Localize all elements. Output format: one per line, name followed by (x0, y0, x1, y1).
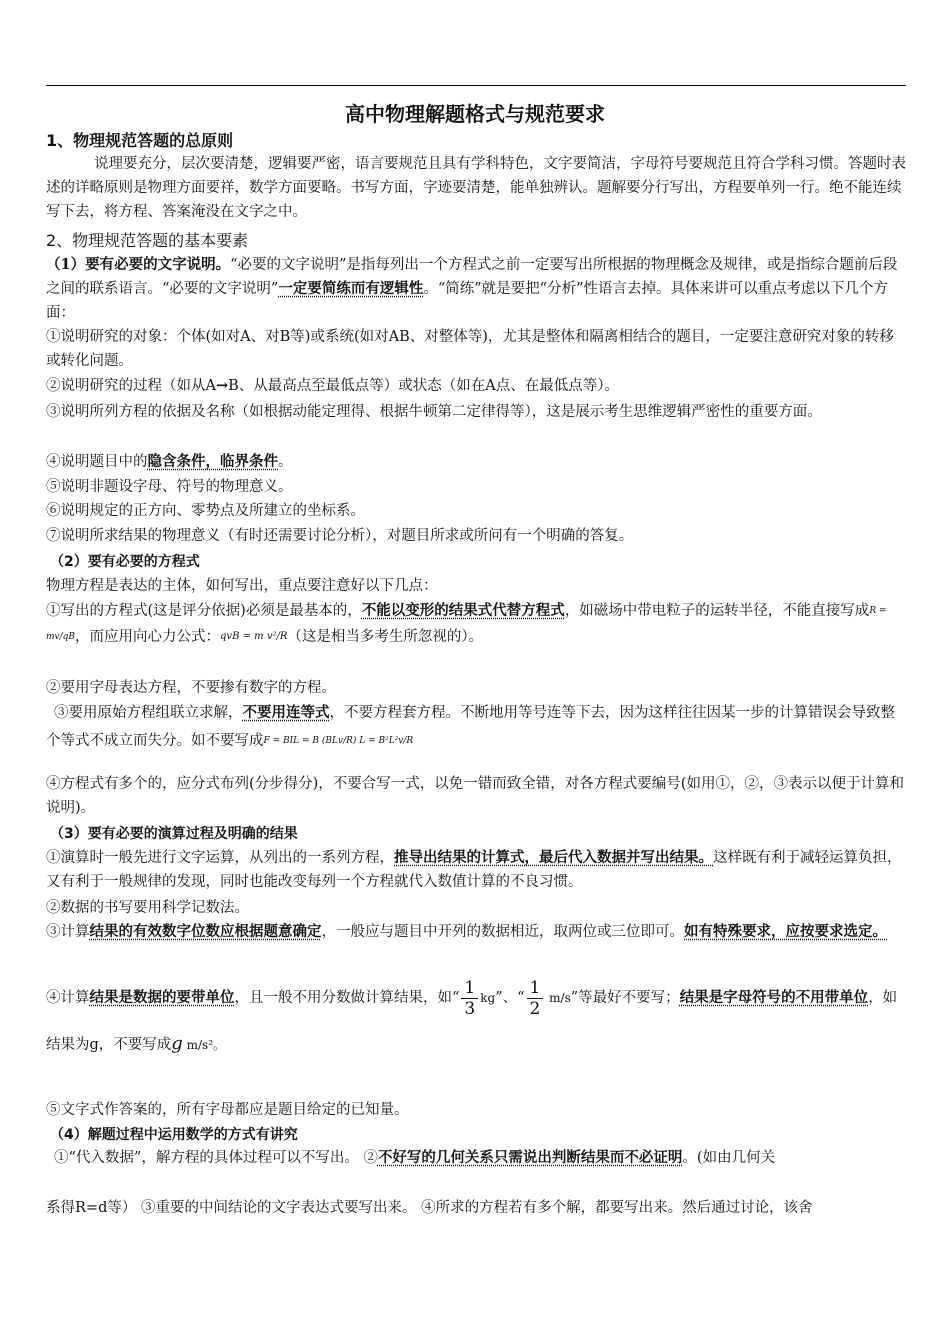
item-3: ③说明所列方程的依据及名称（如根据动能定理得、根据牛顿第二定律得等），这是展示考生思维逻辑严密性的重要方面。 (46, 404, 822, 420)
page-title: 高中物理解题格式与规范要求 (345, 102, 605, 126)
result-rule-2: ②数据的书写要用科学记数法。 (46, 900, 249, 916)
part-2-intro: 物理方程是表达的主体，如何写出，重点要注意好以下几点： (46, 578, 438, 594)
part-1-heading: （1）要有必要的文字说明。 (46, 256, 231, 273)
res-1-emphasis: 推导出结果的计算式，最后代入数据并写出结果。 (394, 849, 713, 866)
part-2-heading: （2）要有必要的方程式 (50, 554, 200, 570)
equation-rule-1 (46, 598, 906, 650)
fraction-2-denominator: 2 (529, 998, 541, 1019)
section-1-paragraph: 说理要充分，层次要清楚，逻辑要严密，语言要规范且具有学科特色，文字要简洁，字母符号要规范且符合学科习惯。答题时表述的详略原则是物理方面要祥，数学方面要略。书写方面，字迹要清楚，能单独辨认。题解要分行写出，方程要单列一行。绝不能连续写下去，将方程、答案淹没在文字之中。 (46, 156, 906, 220)
res-4-emphasis: 结果是数据的要带单位 (89, 989, 235, 1006)
result-rule-5: ⑤文字式作答案的，所有字母都应是题目给定的已知量。 (46, 1102, 409, 1118)
fraction-1-denominator: 3 (464, 998, 476, 1019)
symbol-g: g (171, 1033, 183, 1054)
math-1-emphasis: 不好写的几何关系只需说出判断结果而不必证明 (377, 1149, 683, 1166)
part-4-heading: （4）解题过程中运用数学的方式有讲究 (50, 1127, 298, 1143)
equation-rule-3 (46, 699, 906, 755)
result-rule-3 (46, 920, 906, 944)
item-6: ⑥说明规定的正方向、零势点及所建立的坐标系。 (46, 503, 365, 519)
eq-1-text-d: ，而应用向心力公式： (75, 629, 221, 645)
res-4-text-d: ”、“ (495, 990, 525, 1006)
formula-radius: R = mv/qB (46, 606, 887, 642)
item-2-text-b: B、从最高点至最低点等）或状态（如在A点、在最低点等）。 (228, 378, 620, 394)
eq-1-text-e: （这是相当多考生所忽视的）。 (287, 629, 484, 645)
part-1-emphasis: 一定要简练而有逻辑性 (278, 280, 424, 297)
unit-m-per-s2: m/s²。 (182, 1038, 226, 1052)
res-3-text-a: ③计算 (46, 924, 90, 940)
unit-kg: kg (480, 991, 496, 1005)
item-2-text-a: ②说明研究的过程（如从A (46, 378, 216, 394)
eq-1-text-a: ①写出的方程式(这是评分依据)必须是最基本的， (46, 603, 362, 619)
equation-rule-2: ②要用字母表达方程，不要掺有数字的方程。 (46, 680, 336, 696)
item-4-text-a: ④说明题目中的 (46, 454, 148, 470)
fraction-one-third (461, 978, 478, 1019)
res-4-emphasis-2: 结果是字母符号的不用带单位 (679, 989, 869, 1006)
item-7: ⑦说明所求结果的物理意义（有时还需要讨论分析），对题目所求或所问有一个明确的答复。 (46, 528, 634, 544)
fraction-one-half (527, 978, 544, 1019)
part-1-text-a: “必要的文字说明”是指每列出一个方程式之前一定要写出所根据的物理概念及规律，或是指综合题前后段之间的联系语言。“必要的文字说明” (46, 257, 898, 297)
fraction-1-numerator: 1 (461, 978, 478, 999)
res-4-text-g: ，如结果为g，不要写成 (46, 990, 898, 1053)
math-rule-line-1 (46, 1146, 906, 1170)
eq-3-emphasis: 不要用连等式 (242, 704, 330, 721)
eq-3-text-c: ，不要方程套方程。不断地用等号连等下去，因为这样往往因某一步的计算错误会导致整个等式不成立而失分。如不要写成 (46, 705, 895, 749)
fraction-2-numerator: 1 (527, 978, 544, 999)
item-4-text-c: 。 (278, 454, 293, 470)
header-rule (46, 85, 906, 86)
math-rule-line-2: 系得R=d等） ③重要的中间结论的文字表达式要写出来。 ④所求的方程若有多个解，都要写出来。然后通过讨论，该舍 (46, 1200, 813, 1216)
math-1-text-a: ①“代入数据”，解方程的具体过程可以不写出。 ② (54, 1150, 378, 1166)
item-2 (46, 374, 906, 398)
item-4-emphasis: 隐含条件，临界条件 (147, 453, 278, 470)
res-3-text-c: ，一般应与题目中开列的数据相近，取两位或三位即可。 (321, 924, 684, 940)
part-3-heading: （3）要有必要的演算过程及明确的结果 (50, 826, 298, 842)
math-1-text-c: 。(如由几何关 (682, 1150, 776, 1166)
eq-3-text-a: ③要用原始方程组联立求解， (54, 705, 243, 721)
eq-1-emphasis: 不能以变形的结果式代替方程式 (361, 602, 565, 619)
section-2-heading: 2、物理规范答题的基本要素 (46, 231, 249, 250)
formula-centripetal: qvB = m v²/R (220, 631, 288, 642)
equation-rule-4: ④方程式有多个的，应分式布列(分步得分)，不要合写一式，以免一错而致全错，对各方程式要编号(如用①，②，③表示以便于计算和说明)。 (46, 776, 904, 816)
unit-m-per-s: m/s (545, 991, 571, 1005)
part-1-text-c: 。“简练”就是要把“分析”性语言去掉。具体来讲可以重点考虑以下几个方面： (46, 281, 888, 321)
section-1-heading: 1、物理规范答题的总原则 (46, 131, 234, 150)
res-3-emphasis-2: 如有特殊要求，应按要求选定。 (684, 923, 887, 940)
res-4-text-c: ，且一般不用分数做计算结果，如“ (234, 990, 460, 1006)
result-rule-4 (46, 975, 906, 1068)
formula-ampere-force: F = BIL = B (BLv/R) L = B²L²v/R (263, 736, 414, 746)
res-1-text-a: ①演算时一般先进行文字运算，从列出的一系列方程， (46, 850, 394, 866)
res-1-text-c: 这样既有利于减轻运算负担，又有利于一般规律的发现，同时也能改变每列一个方程就代入数值计算的不良习惯。 (46, 850, 902, 890)
res-4-text-a: ④计算 (46, 990, 90, 1006)
item-4 (46, 450, 906, 474)
item-5: ⑤说明非题设字母、符号的物理意义。 (46, 479, 293, 495)
part-1-paragraph (46, 253, 906, 325)
result-rule-1 (46, 846, 906, 894)
item-1: ①说明研究的对象：个体(如对A、对B等)或系统(如对AB、对整体等)，尤其是整体和隔离相结合的题目，一定要注意研究对象的转移或转化问题。 (46, 329, 894, 369)
res-3-emphasis: 结果的有效数字位数应根据题意确定 (89, 923, 322, 940)
arrow-icon: → (215, 377, 229, 394)
res-4-text-e: ”等最好不要写； (570, 990, 680, 1006)
eq-1-text-c: ，如磁场中带电粒子的运转半径，不能直接写成 (564, 603, 870, 619)
